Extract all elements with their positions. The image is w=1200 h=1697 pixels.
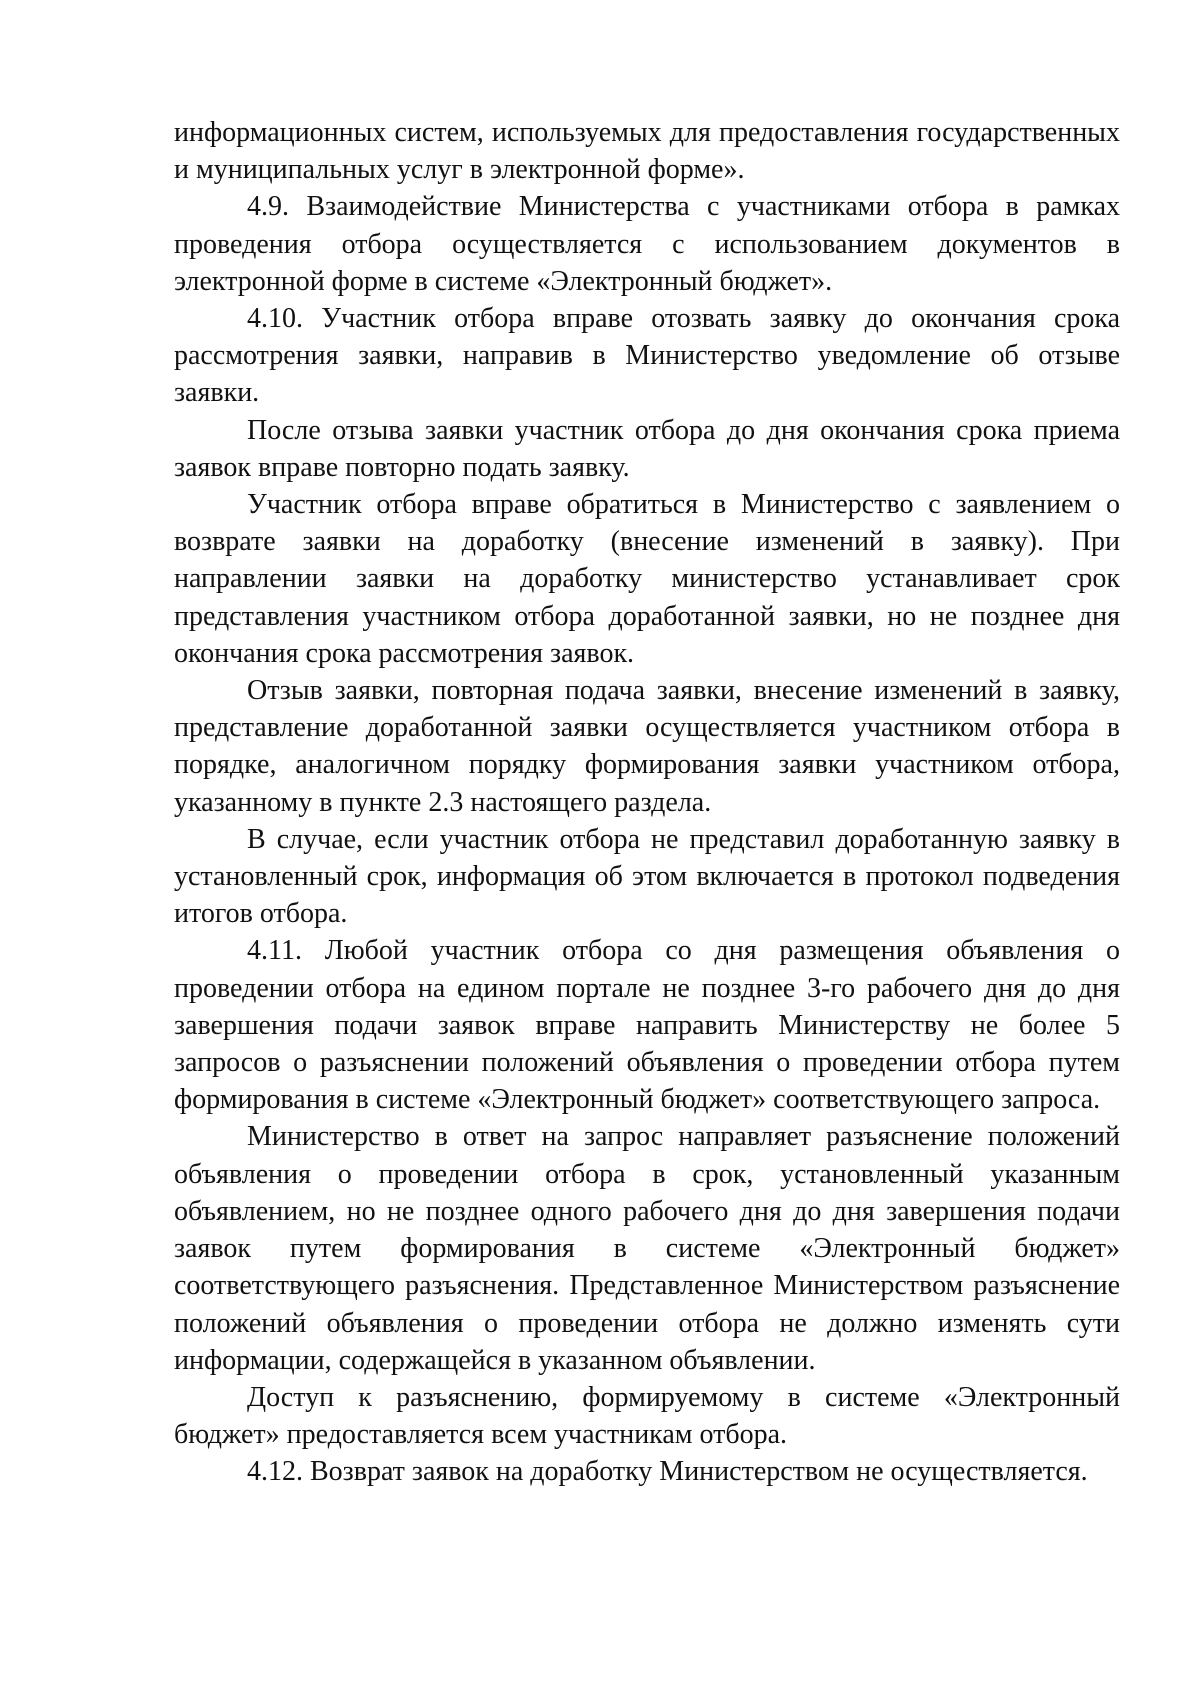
document-page bbox=[174, 114, 1120, 1491]
paragraph-4-12: 4.12. Возврат заявок на доработку Министерством не осуществляется. bbox=[247, 1456, 1088, 1488]
paragraph-missed-deadline: В случае, если участник отбора не представил доработанную заявку в установленный срок, информация об этом включается в протокол подведения итогов отбора. bbox=[174, 823, 1120, 930]
paragraph-4-10: 4.10. Участник отбора вправе отозвать заявку до окончания срока рассмотрения заявки, направив в Министерство уведомление об отзыве заявки. bbox=[174, 303, 1120, 409]
paragraph-continuation: информационных систем, используемых для предоставления государственных и муниципальных услуг в электронной форме». bbox=[174, 117, 1120, 186]
paragraph-4-9: 4.9. Взаимодействие Министерства с участниками отбора в рамках проведения отбора осуществляется с использованием документов в электронной форме в системе «Электронный бюджет». bbox=[174, 191, 1120, 297]
paragraph-return-for-revision: Участник отбора вправе обратиться в Министерство с заявлением о возврате заявки на доработку (внесение изменений в заявку). При направлении заявки на доработку министерство устанавливает срок представления участником отбора доработанной заявки, но не позднее дня окончания срока рассмотрения заявок. bbox=[174, 489, 1120, 669]
paragraph-ministry-response: Министерство в ответ на запрос направляет разъяснение положений объявления о проведении отбора в срок, установленный указанным объявлением, но не позднее одного рабочего дня до дня завершения подачи заявок путем формирования в системе «Электронный бюджет» соответствующего разъяснения. Представленное Министерством разъяснение положений объявления о проведении отбора не должно изменять сути информации, содержащейся в указанном объявлении. bbox=[174, 1121, 1120, 1376]
paragraph-access-to-clarification: Доступ к разъяснению, формируемому в системе «Электронный бюджет» предоставляется всем участникам отбора. bbox=[174, 1381, 1120, 1451]
paragraph-4-11: 4.11. Любой участник отбора со дня размещения объявления о проведении отбора на едином портале не позднее 3-го рабочего дня до дня завершения подачи заявок вправе направить Министерству не более 5 запросов о разъяснении положений объявления о проведении отбора путем формирования в системе «Электронный бюджет» соответствующего запроса. bbox=[174, 935, 1120, 1116]
paragraph-after-withdrawal: После отзыва заявки участник отбора до дня окончания срока приема заявок вправе повторно подать заявку. bbox=[174, 414, 1120, 483]
paragraph-withdrawal-procedure: Отзыв заявки, повторная подача заявки, внесение изменений в заявку, представление доработанной заявки осуществляется участником отбора в порядке, аналогичном порядку формирования заявки участником отбора, указанному в пункте 2.3 настоящего раздела. bbox=[174, 675, 1120, 818]
